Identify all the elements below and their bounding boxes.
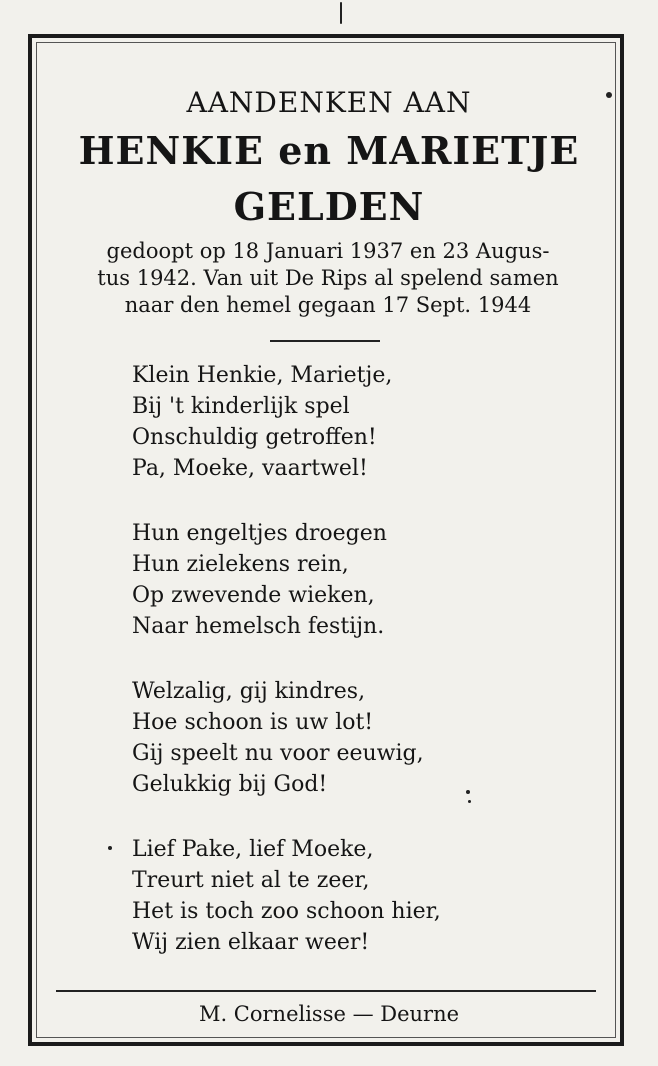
poem-line: Op zwevende wieken, <box>132 583 375 608</box>
heading-line-1: AANDENKEN AAN <box>186 86 472 119</box>
poem-line: Gelukkig bij God! <box>132 772 328 797</box>
poem-line: Treurt niet al te zeer, <box>132 868 370 893</box>
poem-line: Wij zien elkaar weer! <box>132 930 370 955</box>
printer-credit: M. Cornelisse — Deurne <box>198 1002 460 1026</box>
poem-stanza-3 <box>132 676 552 800</box>
poem-line: Hun zielekens rein, <box>132 552 349 577</box>
poem-stanza-2 <box>132 518 552 642</box>
poem-line: Het is toch zoo schoon hier, <box>132 899 441 924</box>
poem-line: Gij speelt nu voor eeuwig, <box>132 741 424 766</box>
print-speck <box>108 846 112 850</box>
heading-names: HENKIE en MARIETJE <box>78 128 580 173</box>
poem-line: Welzalig, gij kindres, <box>132 679 366 704</box>
poem-line: Klein Henkie, Marietje, <box>132 363 393 388</box>
poem-line: Onschuldig getroffen! <box>132 425 377 450</box>
poem-line: Lief Pake, lief Moeke, <box>132 837 374 862</box>
poem-line: Bij 't kinderlijk spel <box>132 394 350 419</box>
print-speck <box>468 800 471 803</box>
poem-stanza-4 <box>132 834 552 958</box>
short-divider <box>270 340 380 342</box>
poem-line: Naar hemelsch festijn. <box>132 614 385 639</box>
intro-line: tus 1942. Van uit De Rips al spelend samen <box>97 266 559 290</box>
intro-line: naar den hemel gegaan 17 Sept. 1944 <box>124 293 532 317</box>
print-speck <box>340 2 342 24</box>
poem-line: Pa, Moeke, vaartwel! <box>132 456 368 481</box>
print-speck <box>606 92 612 98</box>
intro-text <box>48 238 608 319</box>
print-speck <box>466 790 470 794</box>
intro-line: gedoopt op 18 Januari 1937 en 23 Augus- <box>106 239 550 263</box>
footer-divider <box>56 990 596 992</box>
poem-stanza-1 <box>132 360 552 484</box>
poem-line: Hoe schoon is uw lot! <box>132 710 374 735</box>
heading-surname: GELDEN <box>233 184 425 229</box>
poem-line: Hun engeltjes droegen <box>132 521 387 546</box>
